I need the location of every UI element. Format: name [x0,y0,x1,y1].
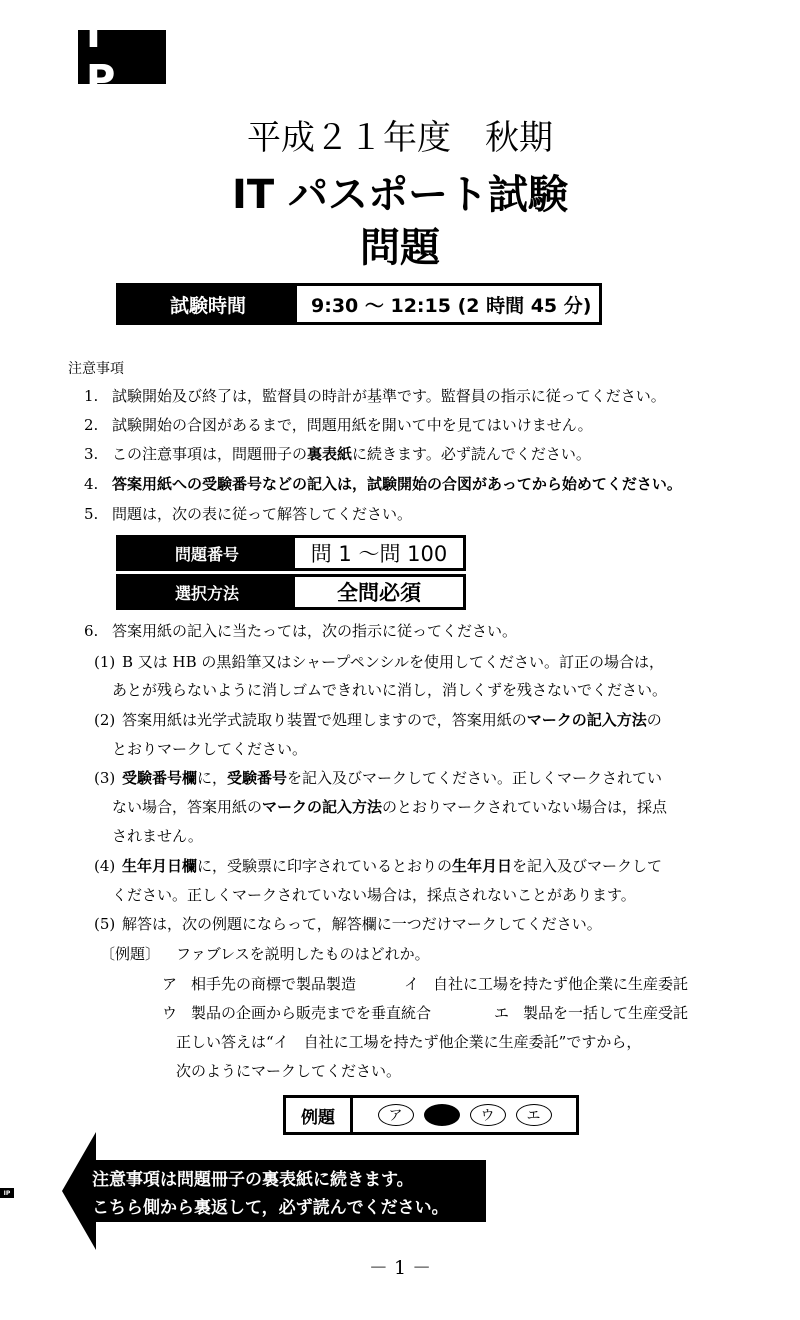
option-text: 自社に工場を持たず他企業に生産委託 [433,975,689,993]
example-question-text: ファブレスを説明したものはどれか。 [176,945,430,963]
item-bold-text: 生年月日 [452,857,513,875]
option-key: ウ [162,1004,178,1022]
mark-u: ウ [470,1104,506,1126]
item-number: (2) [94,711,116,729]
selection-method-label: 選択方法 [119,577,295,607]
item-bold-text: マークの記入方法 [526,711,647,729]
exam-problem-title: 問題 [360,225,440,271]
item-text: に， [197,769,228,787]
item-text: の [646,711,662,729]
option-key: エ [494,1004,510,1022]
note-number: 5. [84,505,99,523]
item-bold-text: 生年月日欄 [122,857,198,875]
selection-method-value: 全問必須 [337,581,421,605]
item-text: のとおりマークされていない場合は，採点 [382,798,668,816]
item-bold-text: マークの記入方法 [262,798,383,816]
option-key: イ [404,975,420,993]
item-number: (4) [94,857,116,875]
example-answer-box [283,1095,579,1135]
note-6-3-line3: されません。 [112,827,203,845]
note-6-4-line2: ください。正しくマークされていない場合は，採点されないことがあります。 [112,886,636,904]
question-number-row [116,535,466,571]
note-text: に続きます。必ず読んでください。 [352,445,591,463]
note-bold-text: 裏表紙 [307,445,353,463]
item-text: を記入及びマークしてください。正しくマークされてい [287,769,663,787]
note-text: 答案用紙の記入に当たっては，次の指示に従ってください。 [112,622,518,640]
item-text: に，受験票に印字されているとおりの [197,857,453,875]
note-bold-text: 答案用紙への受験番号などの記入は，試験開始の合図があってから始めてください。 [112,475,682,493]
example-question [100,943,430,964]
note-6-3-line1 [94,767,662,788]
note-6-1-line1 [94,651,664,672]
note-text: 試験開始及び終了は，監督員の時計が基準です。監督員の指示に従ってください。 [112,387,666,405]
item-text: 解答は，次の例題にならって，解答欄に一つだけマークしてください。 [122,915,602,933]
example-option-e [494,1002,688,1023]
option-text: 製品の企画から販売までを垂直統合 [191,1004,432,1022]
example-answer-line1: 正しい答えは“イ 自社に工場を持たず他企業に生産委託”ですから， [176,1033,642,1051]
item-number: (5) [94,915,116,933]
item-number: (1) [94,653,116,671]
note-4 [84,473,682,494]
item-text: B 又は HB の黒鉛筆又はシャープペンシルを使用してください。訂正の場合は， [122,653,665,671]
note-number: 1. [84,387,99,405]
example-option-i [404,973,688,994]
example-box-label: 例題 [286,1098,353,1132]
exam-year-title: 平成２１年度 秋期 [247,118,553,158]
option-text: 相手先の商標で製品製造 [191,975,357,993]
example-option-a [162,973,356,994]
arrow-text-line2: こちら側から裏返して，必ず読んでください。 [92,1198,449,1218]
page-number: － 1 － [368,1257,432,1279]
item-bold-text: 受験番号欄 [122,769,198,787]
mark-e: エ [516,1104,552,1126]
arrow-text-line1: 注意事項は問題冊子の裏表紙に続きます。 [92,1170,414,1190]
note-number: 2. [84,416,99,434]
note-5 [84,503,412,524]
example-option-u [162,1002,431,1023]
item-text: を記入及びマークして [512,857,663,875]
note-number: 6. [84,622,99,640]
note-6-2-line1 [94,709,662,730]
question-number-label: 問題番号 [119,538,295,568]
mark-i-filled [424,1104,460,1126]
mark-a: ア [378,1104,414,1126]
note-6 [84,620,517,641]
selection-method-row [116,574,466,610]
example-label: 〔例題〕 [100,945,161,963]
example-marks [353,1098,576,1132]
item-bold-text: 受験番号 [227,769,288,787]
note-text: 試験開始の合図があるまで，問題用紙を開いて中を見てはいけません。 [112,416,593,434]
exam-badge: I P [78,30,166,84]
note-3 [84,443,591,464]
side-tag: IP [0,1188,14,1198]
note-6-4-line1 [94,855,662,876]
note-6-5 [94,913,602,934]
note-6-3-line2 [112,796,667,817]
note-text: この注意事項は，問題冊子の [112,445,308,463]
exam-time-label: 試験時間 [119,286,297,322]
item-text: ない場合，答案用紙の [112,798,263,816]
item-text: 答案用紙は光学式読取り装置で処理しますので，答案用紙の [122,711,527,729]
option-key: ア [162,975,178,993]
note-number: 3. [84,445,99,463]
note-number: 4. [84,475,99,493]
option-text: 製品を一括して生産受託 [523,1004,689,1022]
note-text: 問題は，次の表に従って解答してください。 [112,505,413,523]
question-number-value: 問 1 ～問 100 [310,542,448,566]
notes-heading: 注意事項 [68,361,124,377]
question-table [116,535,466,613]
note-1 [84,385,666,406]
exam-time-value: 9:30 ～ 12:15 (2 時間 45 分) [311,294,592,317]
left-arrow-icon [62,1132,490,1250]
exam-time-box [116,283,602,325]
exam-name-title: IT パスポート試験 [231,172,569,218]
note-2 [84,414,593,435]
example-answer-line2: 次のようにマークしてください。 [176,1062,402,1080]
item-number: (3) [94,769,116,787]
note-6-1-line2: あとが残らないように消しゴムできれいに消し，消しくずを残さないでください。 [112,681,668,699]
note-6-2-line2: とおりマークしてください。 [112,740,308,758]
